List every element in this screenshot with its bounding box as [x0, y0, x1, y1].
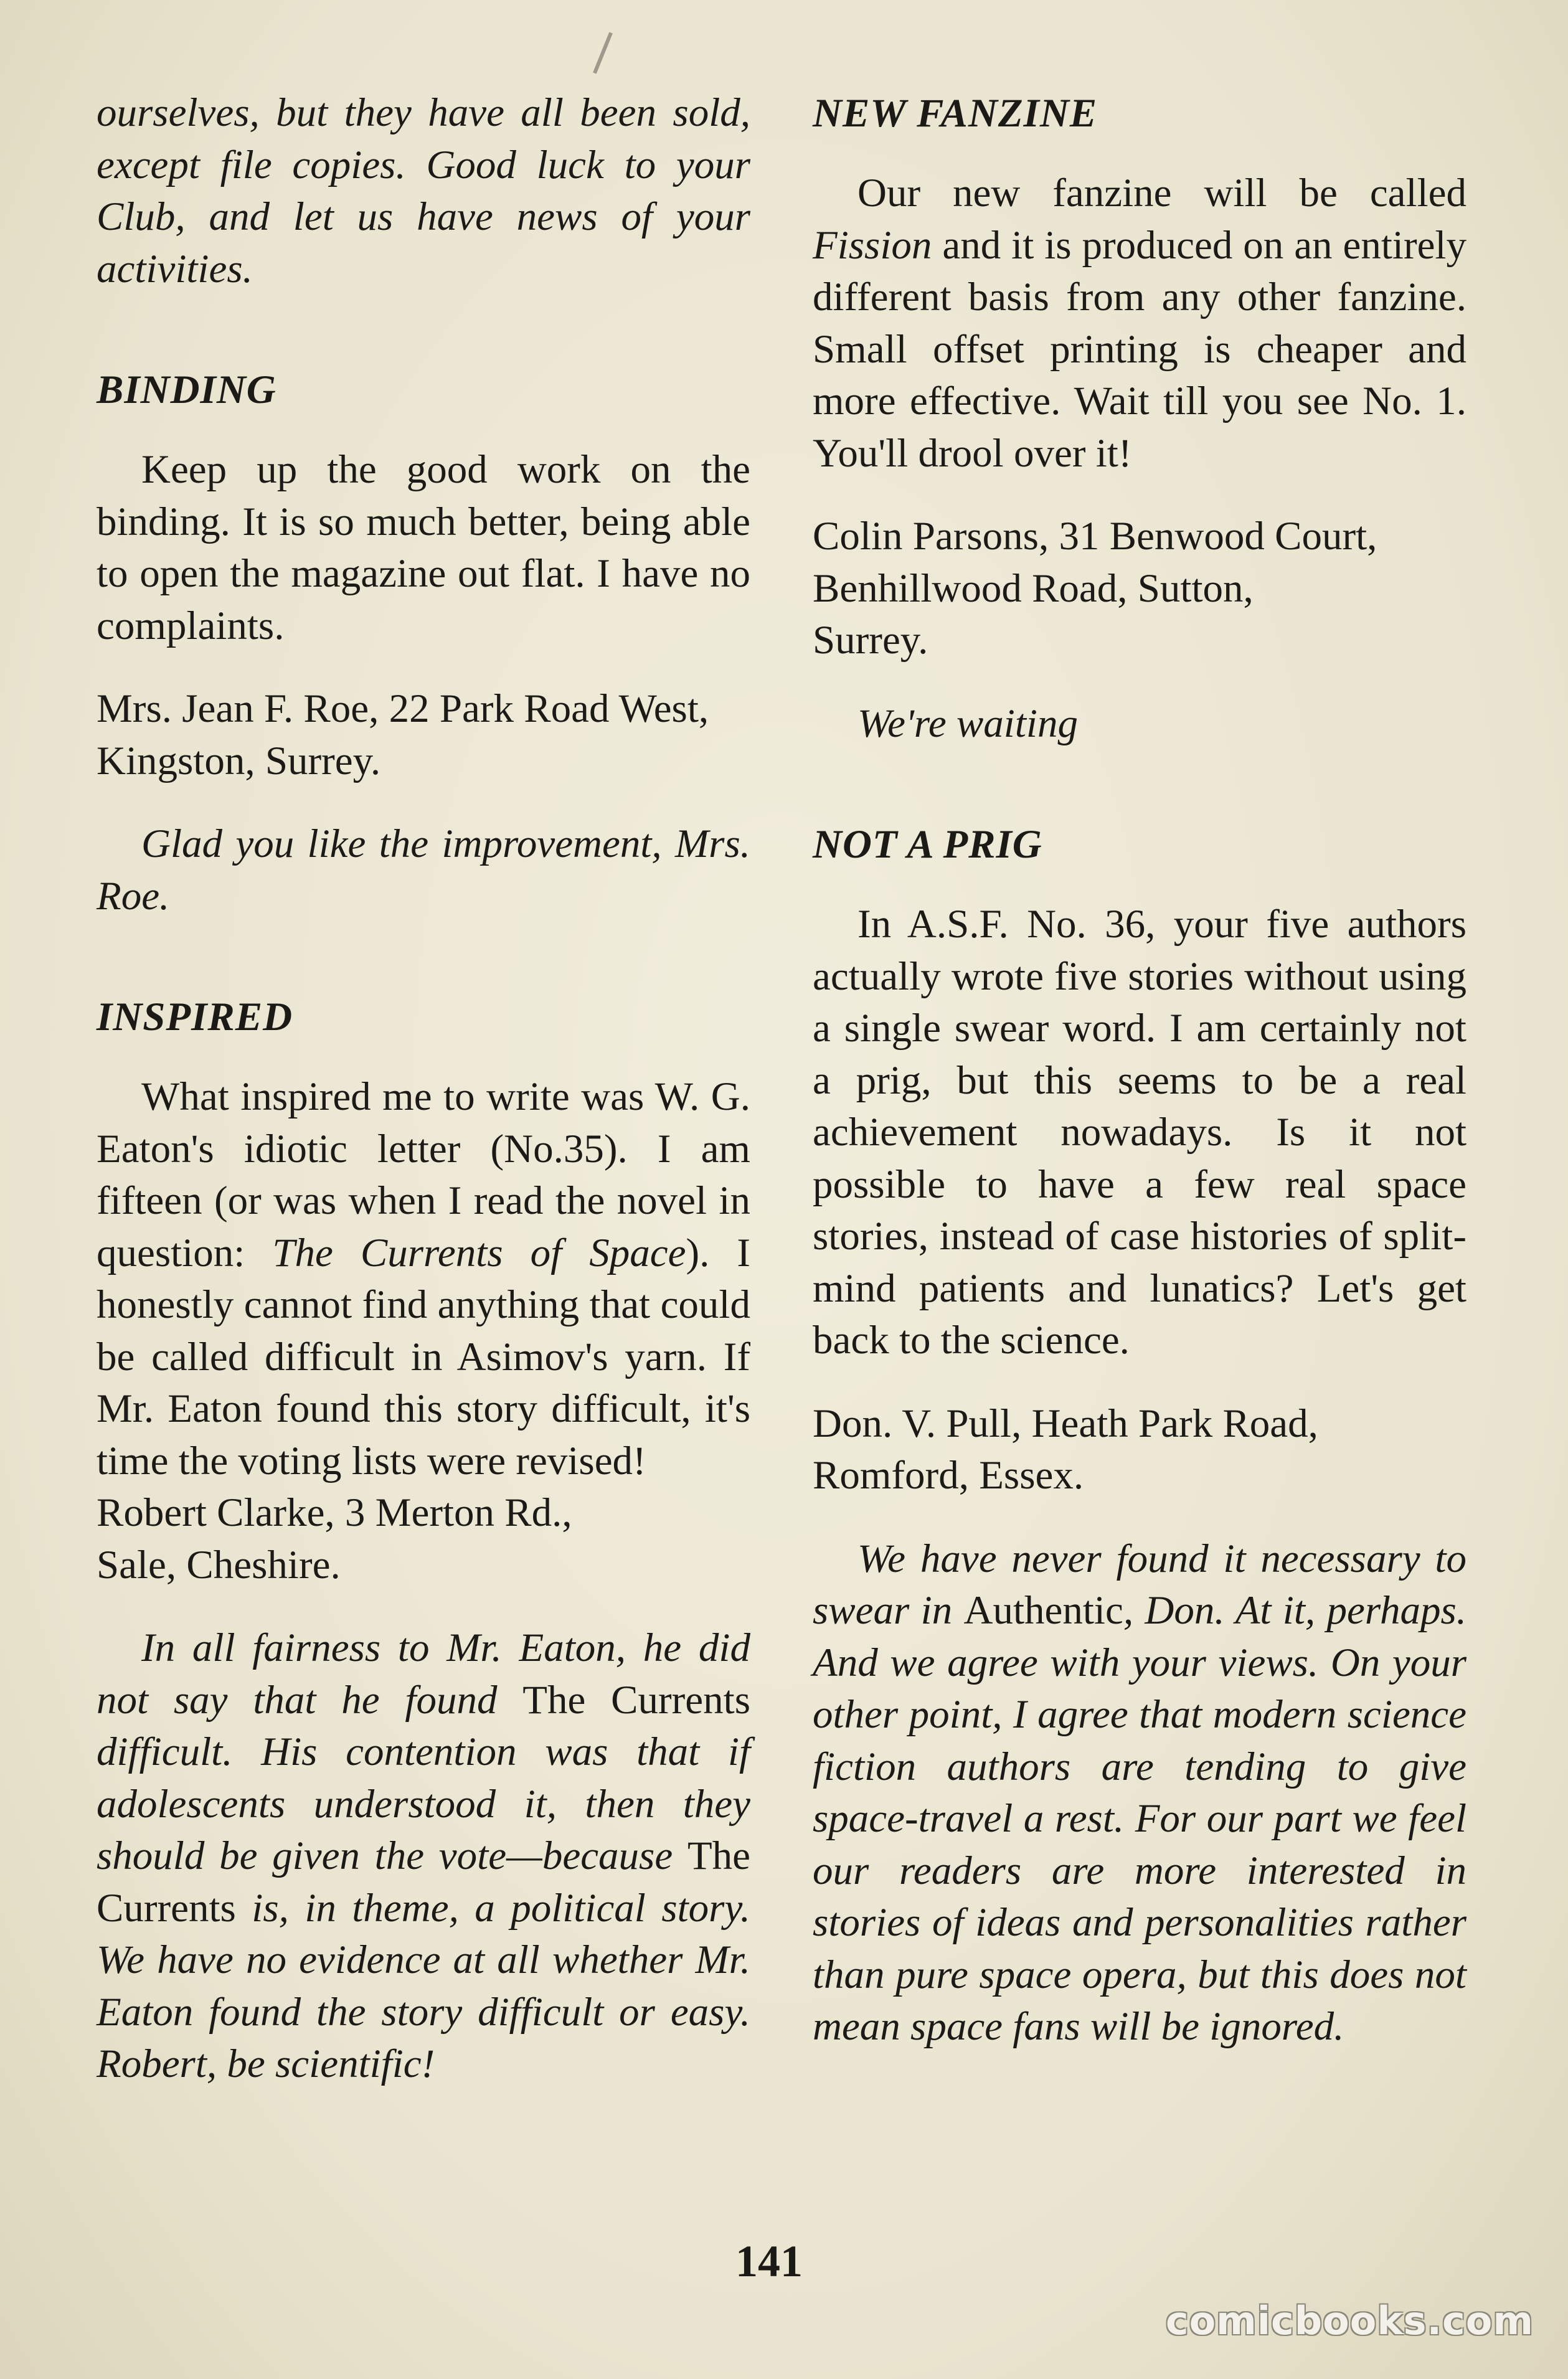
left-column [97, 87, 750, 2091]
new-fanzine-letter-part2: and it is produced on an entirely different basis from any other fanzine. Small offset printing is cheaper and more effective. Wait till you see No. 1. You'll drool over it! [813, 222, 1466, 476]
intro-continued-text: ourselves, but they have all been sold, except file copies. Good luck to your Club, and let us have news of your activities. [97, 90, 750, 291]
not-a-prig-signature-line1: Don. V. Pull, Heath Park Road, [813, 1401, 1318, 1446]
inspired-letter [97, 1071, 750, 1487]
binding-reply: Glad you like the improvement, Mrs. Roe. [97, 821, 750, 919]
not-a-prig-heading: NOT A PRIG [813, 822, 1042, 867]
new-fanzine-letter [813, 168, 1466, 480]
inspired-letter-part1: What inspired me to write was W. G. Eaton's idiotic letter (No.35). I am fifteen (or was when I read the novel in question: [97, 1074, 750, 1275]
print-mark [593, 32, 613, 73]
new-fanzine-heading: NEW FANZINE [813, 91, 1098, 136]
inspired-letter-title: The Currents of Space [272, 1230, 686, 1275]
right-column [813, 87, 1466, 2053]
inspired-reply-title1: The Currents [522, 1677, 751, 1723]
inspired-heading: INSPIRED [97, 995, 293, 1039]
binding-signature: Mrs. Jean F. Roe, 22 Park Road West, Kingston, Surrey. [97, 686, 709, 783]
inspired-reply-part1: In all fairness to Mr. Eaton, he did not say that he found [97, 1625, 750, 1723]
not-a-prig-signature-line2: Romford, Essex. [813, 1453, 1084, 1498]
inspired-reply-part2: difficult. His contention was that if adolescents understood it, then they should be given the vote—because [97, 1729, 750, 1878]
new-fanzine-reply: We're waiting [857, 701, 1078, 746]
new-fanzine-signature-line1: Colin Parsons, 31 Benwood Court, [813, 514, 1377, 559]
watermark: comicbooks.com [1165, 2298, 1534, 2344]
not-a-prig-reply-part1: We have never found it necessary to swear in [813, 1536, 1466, 1633]
new-fanzine-signature-line3: Surrey. [813, 618, 928, 663]
binding-heading: BINDING [97, 367, 276, 412]
not-a-prig-letter: In A.S.F. No. 36, your five authors actually wrote five stories without using a single swear word. I am certainly not a prig, but this seems to be a real achievement nowadays. Is it not possible to have a few real space stories, instead of case histories of split-mind patients and lunatics? Let's get back to the science. [813, 902, 1466, 1363]
inspired-signature-line1: Robert Clarke, 3 Merton Rd., [97, 1490, 572, 1535]
new-fanzine-letter-part1: Our new fanzine will be called [857, 171, 1466, 215]
new-fanzine-signature-line2: Benhillwood Road, Sutton, [813, 565, 1254, 611]
inspired-reply-title2: The Currents [97, 1833, 750, 1931]
inspired-letter-part2: ). I honestly cannot find anything that could be called difficult in Asimov's yarn. If Mr. Eaton found this story difficult, it's time the voting lists were revised! [97, 1230, 751, 1483]
binding-letter: Keep up the good work on the binding. It is so much better, being able to open the magazine out flat. I have no complaints. [97, 447, 750, 648]
new-fanzine-letter-title: Fission [813, 222, 932, 268]
not-a-prig-reply-part2: , Don. At it, perhaps. And we agree with your views. On your other point, I agree that modern science fiction authors are tending to give space-travel a rest. For our part we feel our readers are more interested in stories of ideas and personalities rather than pure space opera, but this does not mean space fans will be ignored. [813, 1588, 1467, 2049]
not-a-prig-reply-title: Authentic [963, 1588, 1123, 1633]
inspired-signature-line2: Sale, Cheshire. [97, 1542, 341, 1587]
page-number: 141 [735, 2236, 803, 2286]
not-a-prig-reply [813, 1533, 1466, 2053]
inspired-reply-part3: is, in theme, a political story. We have no evidence at all whether Mr. Eaton found the story difficult or easy. Robert, be scientific! [97, 1885, 750, 2086]
inspired-reply [97, 1622, 750, 2091]
